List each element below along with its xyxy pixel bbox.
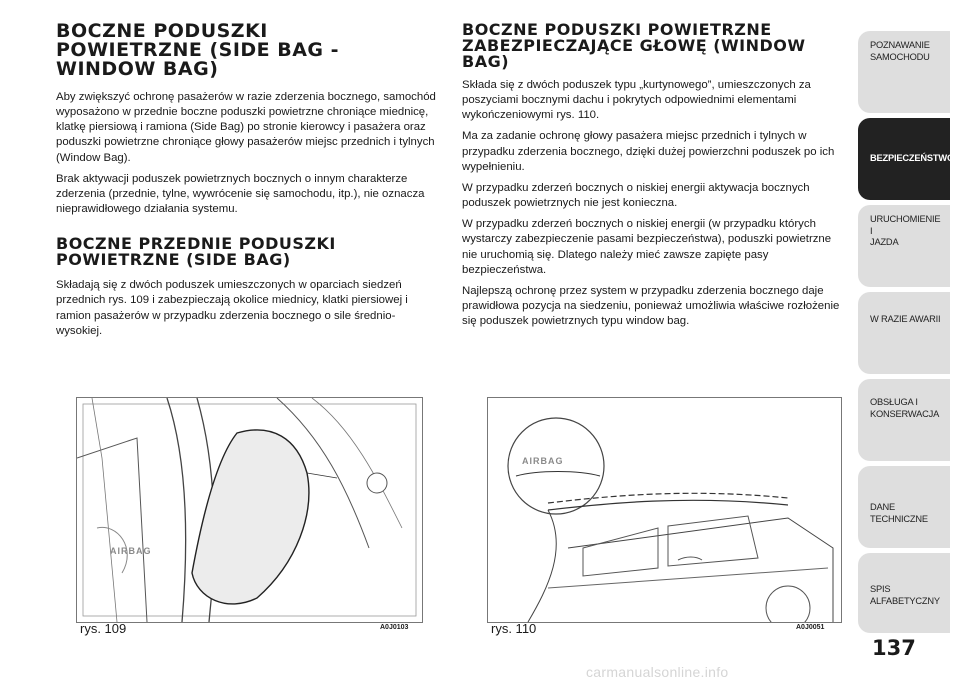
heading-line: BOCZNE PRZEDNIE PODUSZKI — [56, 234, 336, 254]
heading-line: BOCZNE PODUSZKI — [56, 20, 268, 42]
airbag-label: AIRBAG — [522, 456, 564, 466]
section-heading-side-window-bag — [56, 22, 441, 79]
paragraph: Ma za zadanie ochronę głowy pasażera miejsc przednich i tylnych w przypadku zderzenia bocznego, dzięki dużej powierzchni poduszek po ich wypełnieniu. — [462, 130, 835, 173]
figure-caption: rys. 110 — [491, 621, 537, 636]
paragraph: Aby zwiększyć ochronę pasażerów w razie zderzenia bocznego, samochód wyposażono w przednie boczne poduszki powietrzne chroniące miednicę, klatkę piersiową i ramiona (Side Bag) po stronie kierowcy i pasażera oraz poduszki powietrzne chroniące głowy pasażerów miejsc przednich i tylnych (Window Bag). — [56, 91, 436, 164]
tab-poznawanie-samochodu[interactable] — [858, 31, 950, 113]
heading-line: BOCZNE PODUSZKI POWIETRZNE — [462, 20, 772, 39]
figure-110-window-bag — [487, 397, 842, 623]
paragraph: Składa się z dwóch poduszek typu „kurtynowego”, umieszczonych za poszyciami bocznymi dachu i pokrytych odpowiednimi elementami wykończeniowymi rys. 110. — [462, 79, 811, 122]
tab-uruchomienie-jazda[interactable] — [858, 205, 950, 287]
section-heading-side-bag — [56, 236, 441, 268]
tab-label: URUCHOMIENIE I — [870, 214, 941, 236]
tab-label: OBSŁUGA I — [870, 397, 918, 407]
tab-label: DANE TECHNICZNE — [870, 502, 928, 524]
figure-code: A0J0051 — [796, 624, 825, 631]
airbag-label: AIRBAG — [110, 546, 152, 556]
paragraph: W przypadku zderzeń bocznych o niskiej energii aktywacja bocznych poduszek powietrznych nie jest konieczna. — [462, 181, 810, 210]
paragraph: W przypadku zderzeń bocznych o niskiej energii (w przypadku których wystarczy zabezpieczenie pasami bezpieczeństwa), poduszki powietrzne nie uruchomią się. Dlatego należy mieć zawsze zapięte pasy bezpieczeństwa. — [462, 218, 832, 276]
tab-obsluga-konserwacja[interactable] — [858, 379, 950, 461]
figure-caption: rys. 109 — [80, 621, 127, 636]
left-column — [56, 22, 441, 345]
tab-label: SAMOCHODU — [870, 51, 930, 62]
heading-line: POWIETRZNE (SIDE BAG - — [56, 39, 340, 61]
tab-dane-techniczne[interactable] — [858, 466, 950, 548]
car-curtain-airbag-illustration — [488, 398, 841, 622]
heading-line: POWIETRZNE (SIDE BAG) — [56, 250, 291, 270]
paragraph: Składają się z dwóch poduszek umieszczonych w oparciach siedzeń przednich rys. 109 i zabezpieczają okolice miednicy, klatki piersiowej i ramion pasażerów w przypadku zderzenia bocznego o sile średnio-wysokiej. — [56, 279, 408, 337]
heading-line: BAG) — [462, 52, 510, 71]
right-column — [462, 22, 847, 335]
paragraph: Najlepszą ochronę przez system w przypadku zderzenia bocznego daje prawidłowa pozycja na siedzeniu, ponieważ umożliwia właściwe rozłożenie się poduszek powietrznych typu window bag. — [462, 284, 840, 328]
watermark: carmanualsonline.info — [586, 664, 729, 680]
section-heading-window-bag — [462, 22, 847, 70]
paragraph: Brak aktywacji poduszek powietrznych bocznych o innym charakterze zderzenia (przednie, tylne, wywrócenie się samochodu, itp.), nie oznacza nieprawidłowego działania systemu. — [56, 172, 425, 216]
tab-label: SPIS ALFABETYCZNY — [870, 584, 940, 606]
seat-airbag-illustration — [77, 398, 422, 622]
tab-label: KONSERWACJA — [870, 408, 940, 419]
tab-label: JAZDA — [870, 237, 899, 248]
figure-109-side-bag — [76, 397, 423, 623]
figure-code: A0J0103 — [380, 624, 409, 631]
tab-label: BEZPIECZEŃSTWO — [870, 153, 954, 164]
tab-spis-alfabetyczny[interactable] — [858, 553, 950, 633]
tab-label: W RAZIE AWARII — [870, 314, 941, 324]
tab-bezpieczenstwo[interactable] — [858, 118, 954, 200]
heading-line: WINDOW BAG) — [56, 58, 219, 80]
page-number: 137 — [872, 636, 916, 660]
heading-line: ZABEZPIECZAJĄCE GŁOWĘ (WINDOW — [462, 36, 806, 55]
tab-label: POZNAWANIE — [870, 40, 930, 50]
tab-w-razie-awarii[interactable] — [858, 292, 950, 374]
